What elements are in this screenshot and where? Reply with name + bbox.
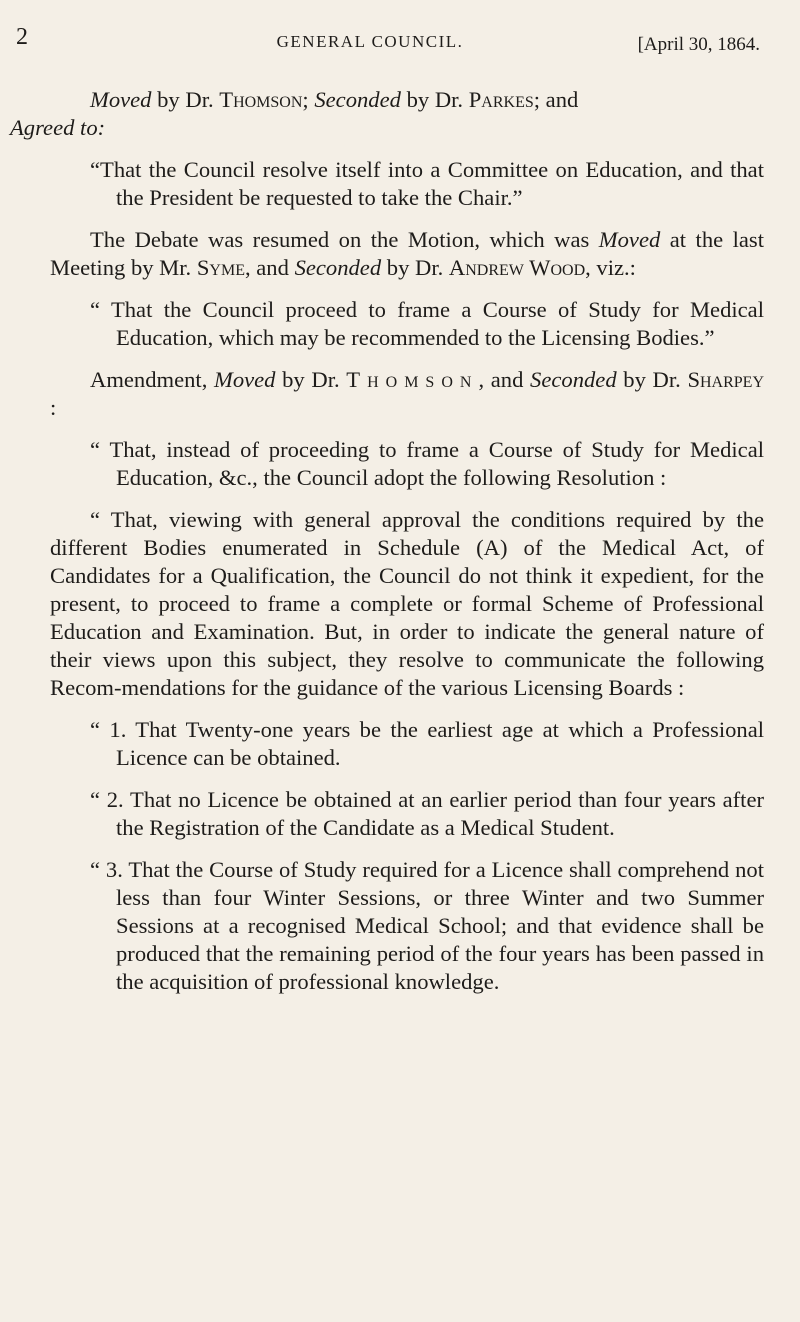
recommendation-item: “ 3. That the Course of Study required for a Licence shall comprehend not less than four Winter Sessions, or three Winter and two Summer Sessions at a recognised Medical School; and that evidence shall be produced that the remaining period of the four years has been passed in the acquisition of professional knowledge. [90, 857, 764, 994]
text-run: by Dr. [151, 87, 220, 112]
text-run: by Dr. [275, 367, 347, 392]
text-run: , viz.: [585, 255, 636, 280]
debate-paragraph [50, 226, 764, 282]
page-number: 2 [16, 24, 28, 50]
moved-label: Moved [90, 87, 152, 112]
member-name: Andrew Wood [448, 255, 586, 280]
text-run: : [50, 395, 57, 420]
agreed-label: Agreed to: [10, 115, 106, 140]
member-name: Parkes [468, 87, 534, 112]
text-run: The Debate was resumed on the Motion, which was [90, 227, 599, 252]
header-date: [April 30, 1864. [637, 34, 760, 55]
text-run: by Dr. [400, 87, 469, 112]
seconded-label: Seconded [314, 87, 401, 112]
text-run: , and [478, 367, 531, 392]
amendment-paragraph [50, 366, 764, 422]
moved-label: Moved [214, 367, 276, 392]
text-run: at the last Meeting by Mr. [50, 227, 764, 280]
amendment-quote: “ That, instead of proceeding to frame a Course of Study for Medical Education, &c., the Council adopt the following Resolution : [90, 437, 764, 490]
resolution-text: “ That, viewing with general approval the conditions required by the different Bodies enumerated in Schedule (A) of the Medical Act, of Candidates for a Qualification, the Council do not think it expedient, for the present, to proceed to frame a complete or formal Scheme of Professional Education and Examination. But, in order to indicate the general nature of their views upon this subject, they resolve to communicate the following Recom-mendations for the guidance of the various Licensing Boards : [50, 507, 764, 700]
seconded-label: Seconded [294, 255, 382, 280]
running-title: GENERAL COUNCIL. [276, 32, 464, 51]
member-name: Thomson [219, 87, 303, 112]
recommendation-item: “ 2. That no Licence be obtained at an earlier period than four years after the Registration of the Candidate as a Medical Student. [90, 787, 764, 840]
text-run: by Dr. [616, 367, 688, 392]
member-name: Sharpey [687, 367, 765, 392]
member-name: Syme [196, 255, 245, 280]
moved-label: Moved [598, 227, 661, 252]
text-run: ; and [533, 87, 579, 112]
member-name: Thomson [346, 367, 479, 392]
text-run: ; [302, 87, 315, 112]
motion-quote: “ That the Council proceed to frame a Course of Study for Medical Education, which may be recommended to the Licensing Bodies.” [90, 297, 764, 350]
resolution-quote: “That the Council resolve itself into a Committee on Education, and that the President be requested to take the Chair.” [90, 157, 764, 210]
motion-paragraph [10, 86, 764, 142]
document-body [10, 86, 765, 1010]
text-run: by Dr. [381, 255, 449, 280]
text-run: Amendment, [90, 367, 214, 392]
page-header [16, 24, 760, 56]
recommendation-item: “ 1. That Twenty-one years be the earliest age at which a Professional Licence can be obtained. [90, 717, 764, 770]
seconded-label: Seconded [530, 367, 617, 392]
text-run: , and [244, 255, 295, 280]
